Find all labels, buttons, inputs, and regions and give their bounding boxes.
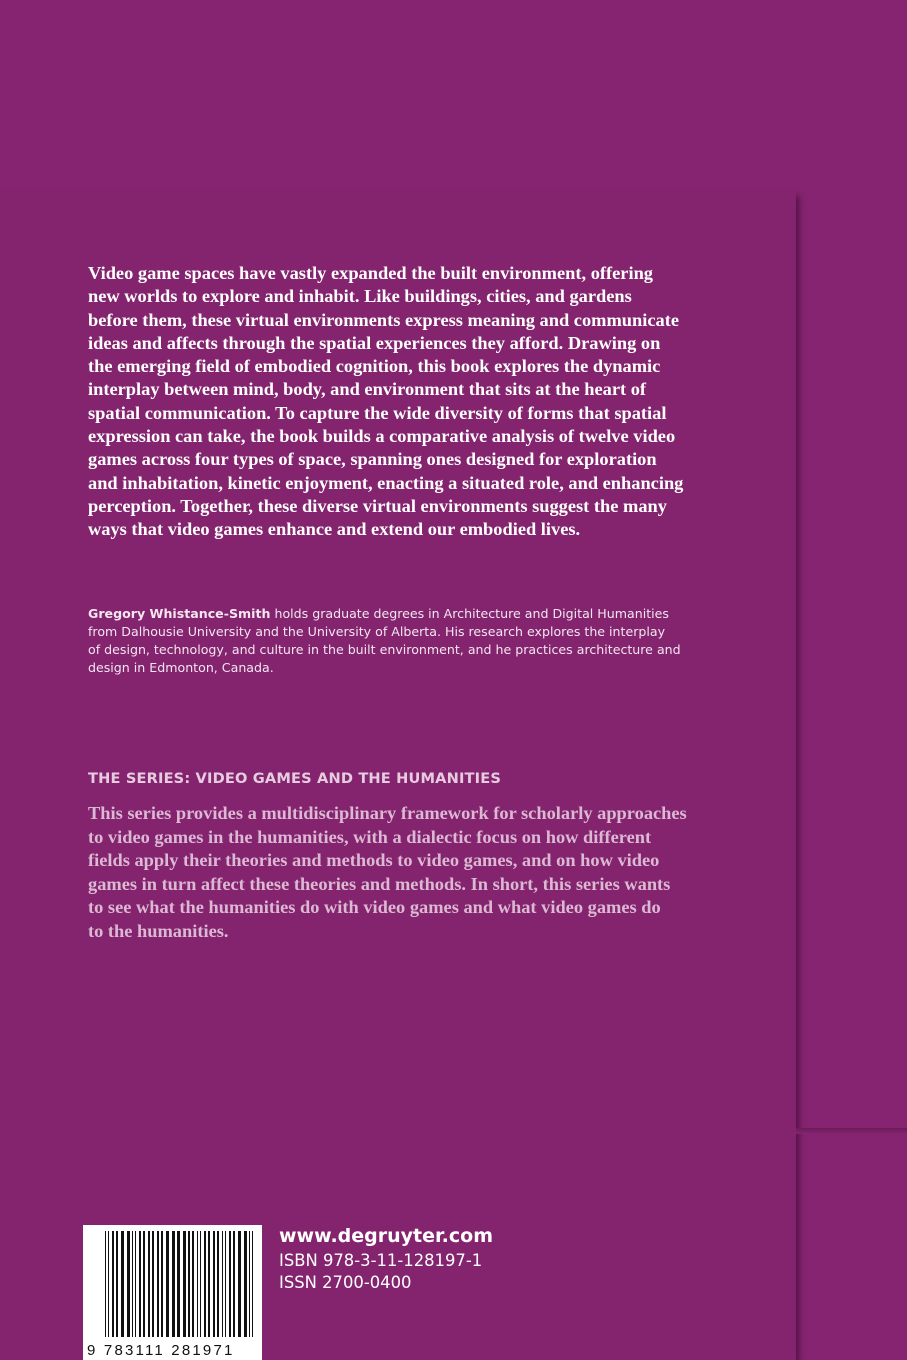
barcode-bar <box>132 1231 133 1337</box>
issn: ISSN 2700-0400 <box>279 1273 412 1292</box>
barcode-bar <box>192 1231 194 1337</box>
panel-edge-shadow <box>796 1128 907 1134</box>
barcode-bar <box>222 1231 223 1337</box>
barcode-bar <box>139 1231 141 1337</box>
barcode-bar <box>208 1231 210 1337</box>
barcode-bar <box>183 1231 186 1337</box>
publisher-info <box>279 1223 493 1294</box>
barcode-bar <box>172 1231 175 1337</box>
barcode-bar <box>152 1231 154 1337</box>
barcode-bar <box>249 1231 250 1337</box>
series-heading: THE SERIES: VIDEO GAMES AND THE HUMANITIES <box>88 770 502 787</box>
series-description: This series provides a multidisciplinary framework for scholarly approaches to video games in the humanities, with a dialectic focus on how different fields apply their theories and methods to video games, and on how video games in turn affect these theories and methods. In short, this series wants to see what the humanities do with video games and what video games do to the humanities. <box>88 803 687 941</box>
barcode-bar <box>244 1231 247 1337</box>
barcode-bar <box>112 1231 114 1337</box>
barcode-bar <box>217 1231 219 1337</box>
barcode-bar <box>238 1231 241 1337</box>
barcode-bar <box>166 1231 169 1337</box>
author-bio-text: holds graduate degrees in Architecture and Digital Humanities from Dalhousie University and the University of Alberta. His research explores the interplay of design, technology, and culture in the built environment, and he practices architecture and design in Edmonton, Canada. <box>88 606 681 675</box>
barcode-bar <box>161 1231 163 1337</box>
barcode-bars <box>83 1225 262 1360</box>
barcode-bar <box>252 1231 253 1337</box>
barcode-bar <box>157 1231 159 1337</box>
barcode-bar <box>177 1231 180 1337</box>
barcode-bar <box>229 1231 231 1337</box>
barcode-bar <box>116 1231 118 1337</box>
barcode-digits: 9 783111 281971 <box>87 1342 235 1359</box>
book-blurb: Video game spaces have vastly expanded the built environment, offering new worlds to explore and inhabit. Like buildings, cities, and gardens before them, these virtual environments express meaning and communicate ideas and affects through the spatial experiences they afford. Drawing on the emerging field of embodied cognition, this book explores the dynamic interplay between mind, body, and environment that sits at the heart of spatial communication. To capture the wide diversity of forms that spatial expression can take, the book builds a comparative analysis of twelve video games across four types of space, spanning ones designed for exploration and inhabitation, kinetic enjoyment, enacting a situated role, and enhancing perception. Together, these diverse virtual environments suggest the many ways that video games enhance and extend our embodied lives. <box>88 263 684 540</box>
barcode-bar <box>197 1231 198 1337</box>
barcode-bar <box>121 1231 124 1337</box>
barcode-bar <box>143 1231 145 1337</box>
barcode-bar <box>135 1231 136 1337</box>
barcode-bar <box>188 1231 190 1337</box>
barcode-bar <box>204 1231 206 1337</box>
barcode-bar <box>225 1231 226 1337</box>
barcode-bar <box>200 1231 201 1337</box>
barcode-bar <box>127 1231 130 1337</box>
barcode <box>83 1225 262 1360</box>
publisher-url[interactable]: www.degruyter.com <box>279 1225 493 1247</box>
barcode-bar <box>108 1231 109 1337</box>
barcode-bar <box>148 1231 150 1337</box>
author-name: Gregory Whistance-Smith <box>88 606 271 621</box>
author-bio <box>88 605 748 677</box>
barcode-bar <box>213 1231 215 1337</box>
barcode-bar <box>105 1231 106 1337</box>
isbn: ISBN 978-3-11-128197-1 <box>279 1251 483 1270</box>
barcode-bar <box>233 1231 235 1337</box>
